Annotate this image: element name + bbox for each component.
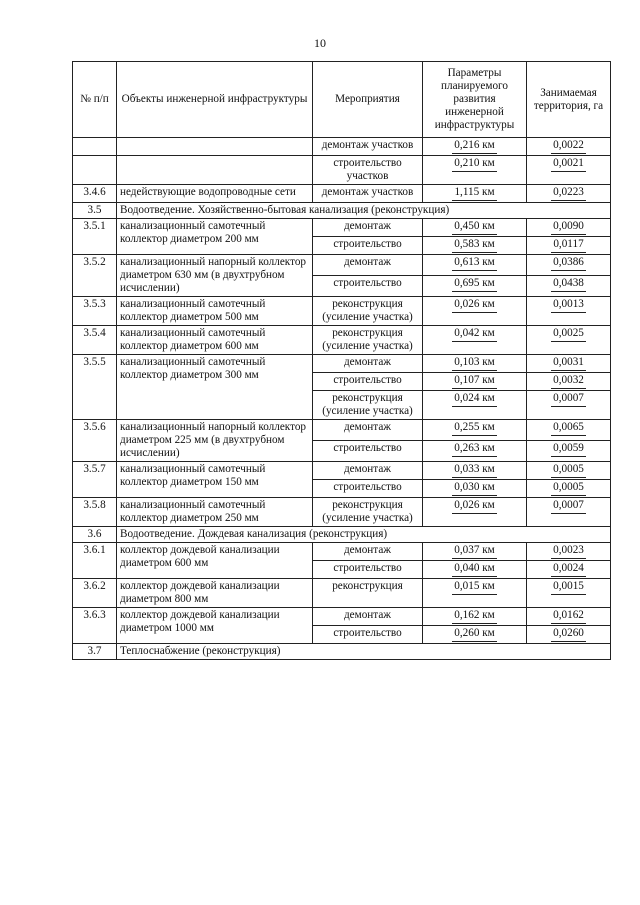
param-cell <box>423 626 527 644</box>
row-number: 3.6.3 <box>73 608 117 644</box>
action-cell: строительство <box>313 626 423 644</box>
area-value: 0,0090 <box>551 220 586 235</box>
header-area: Занимаемая территория, га <box>527 62 611 138</box>
section-row <box>73 644 611 660</box>
table-row <box>73 355 611 373</box>
action-cell: строительство <box>313 480 423 498</box>
row-number: 3.5.4 <box>73 326 117 355</box>
row-number <box>73 156 117 185</box>
area-value: 0,0024 <box>551 562 586 577</box>
param-cell <box>423 391 527 420</box>
object-name: коллектор дождевой канализации диаметром 1000 мм <box>117 608 313 644</box>
table-row <box>73 185 611 203</box>
param-value: 0,162 км <box>452 609 496 624</box>
area-value: 0,0007 <box>551 392 586 407</box>
param-cell <box>423 579 527 608</box>
row-number: 3.5.8 <box>73 498 117 527</box>
object-name: коллектор дождевой канализации диаметром 800 мм <box>117 579 313 608</box>
object-name: канализационный напорный коллектор диаметром 630 мм (в двухтрубном исчислении) <box>117 255 313 297</box>
section-title: Водоотведение. Дождевая канализация (реконструкция) <box>117 527 611 543</box>
object-name: канализационный самотечный коллектор диаметром 250 мм <box>117 498 313 527</box>
param-cell <box>423 276 527 297</box>
action-cell: демонтаж <box>313 219 423 237</box>
param-cell <box>423 297 527 326</box>
area-value: 0,0005 <box>551 463 586 478</box>
area-cell <box>527 608 611 626</box>
area-value: 0,0032 <box>551 374 586 389</box>
area-cell <box>527 255 611 276</box>
param-value: 0,037 км <box>452 544 496 559</box>
action-cell: демонтаж <box>313 543 423 561</box>
section-number: 3.7 <box>73 644 117 660</box>
table-row <box>73 462 611 480</box>
param-value: 0,263 км <box>452 442 496 457</box>
object-name <box>117 138 313 156</box>
row-number: 3.5.2 <box>73 255 117 297</box>
param-cell <box>423 326 527 355</box>
action-cell: демонтаж <box>313 420 423 441</box>
action-cell: реконструкция <box>313 579 423 608</box>
area-cell <box>527 219 611 237</box>
param-value: 0,255 км <box>452 421 496 436</box>
area-cell <box>527 462 611 480</box>
area-value: 0,0005 <box>551 481 586 496</box>
area-cell <box>527 543 611 561</box>
area-value: 0,0059 <box>551 442 586 457</box>
row-number: 3.5.5 <box>73 355 117 420</box>
area-value: 0,0223 <box>551 186 586 201</box>
table-row <box>73 579 611 608</box>
section-row <box>73 527 611 543</box>
row-number: 3.5.7 <box>73 462 117 498</box>
row-number: 3.5.6 <box>73 420 117 462</box>
param-cell <box>423 420 527 441</box>
table-row <box>73 420 611 441</box>
param-value: 0,015 км <box>452 580 496 595</box>
action-cell: строительство <box>313 276 423 297</box>
area-value: 0,0117 <box>551 238 585 253</box>
area-cell <box>527 498 611 527</box>
row-number: 3.6.2 <box>73 579 117 608</box>
param-value: 0,026 км <box>452 298 496 313</box>
table-row <box>73 326 611 355</box>
param-cell <box>423 543 527 561</box>
area-cell <box>527 579 611 608</box>
table-row <box>73 498 611 527</box>
page-number: 10 <box>314 36 326 50</box>
param-cell <box>423 156 527 185</box>
param-value: 0,026 км <box>452 499 496 514</box>
header-num: № п/п <box>73 62 117 138</box>
object-name: канализационный напорный коллектор диаметром 225 мм (в двухтрубном исчислении) <box>117 420 313 462</box>
param-value: 1,115 км <box>452 186 496 201</box>
object-name: канализационный самотечный коллектор диаметром 500 мм <box>117 297 313 326</box>
param-value: 0,210 км <box>452 157 496 172</box>
header-action: Мероприятия <box>313 62 423 138</box>
action-cell: демонтаж <box>313 462 423 480</box>
area-value: 0,0007 <box>551 499 586 514</box>
area-cell <box>527 480 611 498</box>
area-value: 0,0162 <box>551 609 586 624</box>
param-cell <box>423 480 527 498</box>
row-number <box>73 138 117 156</box>
param-cell <box>423 561 527 579</box>
param-cell <box>423 441 527 462</box>
param-value: 0,260 км <box>452 627 496 642</box>
action-cell: строительство <box>313 561 423 579</box>
action-cell: реконструкция (усиление участка) <box>313 297 423 326</box>
action-cell: реконструкция (усиление участка) <box>313 498 423 527</box>
area-cell <box>527 156 611 185</box>
area-value: 0,0022 <box>551 139 586 154</box>
row-number: 3.5.3 <box>73 297 117 326</box>
area-cell <box>527 138 611 156</box>
action-cell: демонтаж участков <box>313 185 423 203</box>
area-cell <box>527 391 611 420</box>
param-value: 0,107 км <box>452 374 496 389</box>
header-params: Параметры планируемого развития инженерной инфраструктуры <box>423 62 527 138</box>
area-cell <box>527 355 611 373</box>
area-value: 0,0025 <box>551 327 586 342</box>
object-name: канализационный самотечный коллектор диаметром 300 мм <box>117 355 313 420</box>
object-name: канализационный самотечный коллектор диаметром 150 мм <box>117 462 313 498</box>
section-number: 3.6 <box>73 527 117 543</box>
param-value: 0,613 км <box>452 256 496 271</box>
param-value: 0,042 км <box>452 327 496 342</box>
param-value: 0,695 км <box>452 277 496 292</box>
area-value: 0,0013 <box>551 298 586 313</box>
action-cell: демонтаж <box>313 255 423 276</box>
action-cell: строительство <box>313 237 423 255</box>
row-number: 3.6.1 <box>73 543 117 579</box>
row-number: 3.4.6 <box>73 185 117 203</box>
area-cell <box>527 297 611 326</box>
row-number: 3.5.1 <box>73 219 117 255</box>
section-title: Водоотведение. Хозяйственно-бытовая канализация (реконструкция) <box>117 203 611 219</box>
area-value: 0,0031 <box>551 356 586 371</box>
param-cell <box>423 185 527 203</box>
area-value: 0,0065 <box>551 421 586 436</box>
action-cell: строительство <box>313 373 423 391</box>
action-cell: строительство участков <box>313 156 423 185</box>
area-value: 0,0023 <box>551 544 586 559</box>
object-name: недействующие водопроводные сети <box>117 185 313 203</box>
area-value: 0,0386 <box>551 256 586 271</box>
param-cell <box>423 219 527 237</box>
param-value: 0,583 км <box>452 238 496 253</box>
table-row <box>73 543 611 561</box>
area-cell <box>527 373 611 391</box>
table-row <box>73 138 611 156</box>
param-cell <box>423 498 527 527</box>
table-row <box>73 255 611 276</box>
area-cell <box>527 626 611 644</box>
area-value: 0,0260 <box>551 627 586 642</box>
param-value: 0,024 км <box>452 392 496 407</box>
param-cell <box>423 355 527 373</box>
action-cell: реконструкция (усиление участка) <box>313 391 423 420</box>
param-value: 0,033 км <box>452 463 496 478</box>
object-name: коллектор дождевой канализации диаметром 600 мм <box>117 543 313 579</box>
param-value: 0,030 км <box>452 481 496 496</box>
area-value: 0,0015 <box>551 580 586 595</box>
area-cell <box>527 441 611 462</box>
param-value: 0,450 км <box>452 220 496 235</box>
action-cell: строительство <box>313 441 423 462</box>
area-cell <box>527 185 611 203</box>
area-cell <box>527 237 611 255</box>
table-body <box>73 138 611 660</box>
area-cell <box>527 326 611 355</box>
area-cell <box>527 420 611 441</box>
action-cell: реконструкция (усиление участка) <box>313 326 423 355</box>
table-header-row <box>73 62 611 138</box>
area-value: 0,0438 <box>551 277 586 292</box>
object-name <box>117 156 313 185</box>
param-cell <box>423 373 527 391</box>
area-cell <box>527 561 611 579</box>
infrastructure-table <box>72 61 611 660</box>
table-row <box>73 219 611 237</box>
area-cell <box>527 276 611 297</box>
param-value: 0,216 км <box>452 139 496 154</box>
param-value: 0,103 км <box>452 356 496 371</box>
section-row <box>73 203 611 219</box>
section-title: Теплоснабжение (реконструкция) <box>117 644 611 660</box>
table-row <box>73 297 611 326</box>
header-object: Объекты инженерной инфраструктуры <box>117 62 313 138</box>
param-cell <box>423 462 527 480</box>
area-value: 0,0021 <box>551 157 586 172</box>
object-name: канализационный самотечный коллектор диаметром 200 мм <box>117 219 313 255</box>
table-row <box>73 156 611 185</box>
param-cell <box>423 138 527 156</box>
param-cell <box>423 255 527 276</box>
section-number: 3.5 <box>73 203 117 219</box>
action-cell: демонтаж <box>313 355 423 373</box>
table-row <box>73 608 611 626</box>
object-name: канализационный самотечный коллектор диаметром 600 мм <box>117 326 313 355</box>
param-cell <box>423 237 527 255</box>
param-cell <box>423 608 527 626</box>
action-cell: демонтаж участков <box>313 138 423 156</box>
action-cell: демонтаж <box>313 608 423 626</box>
param-value: 0,040 км <box>452 562 496 577</box>
